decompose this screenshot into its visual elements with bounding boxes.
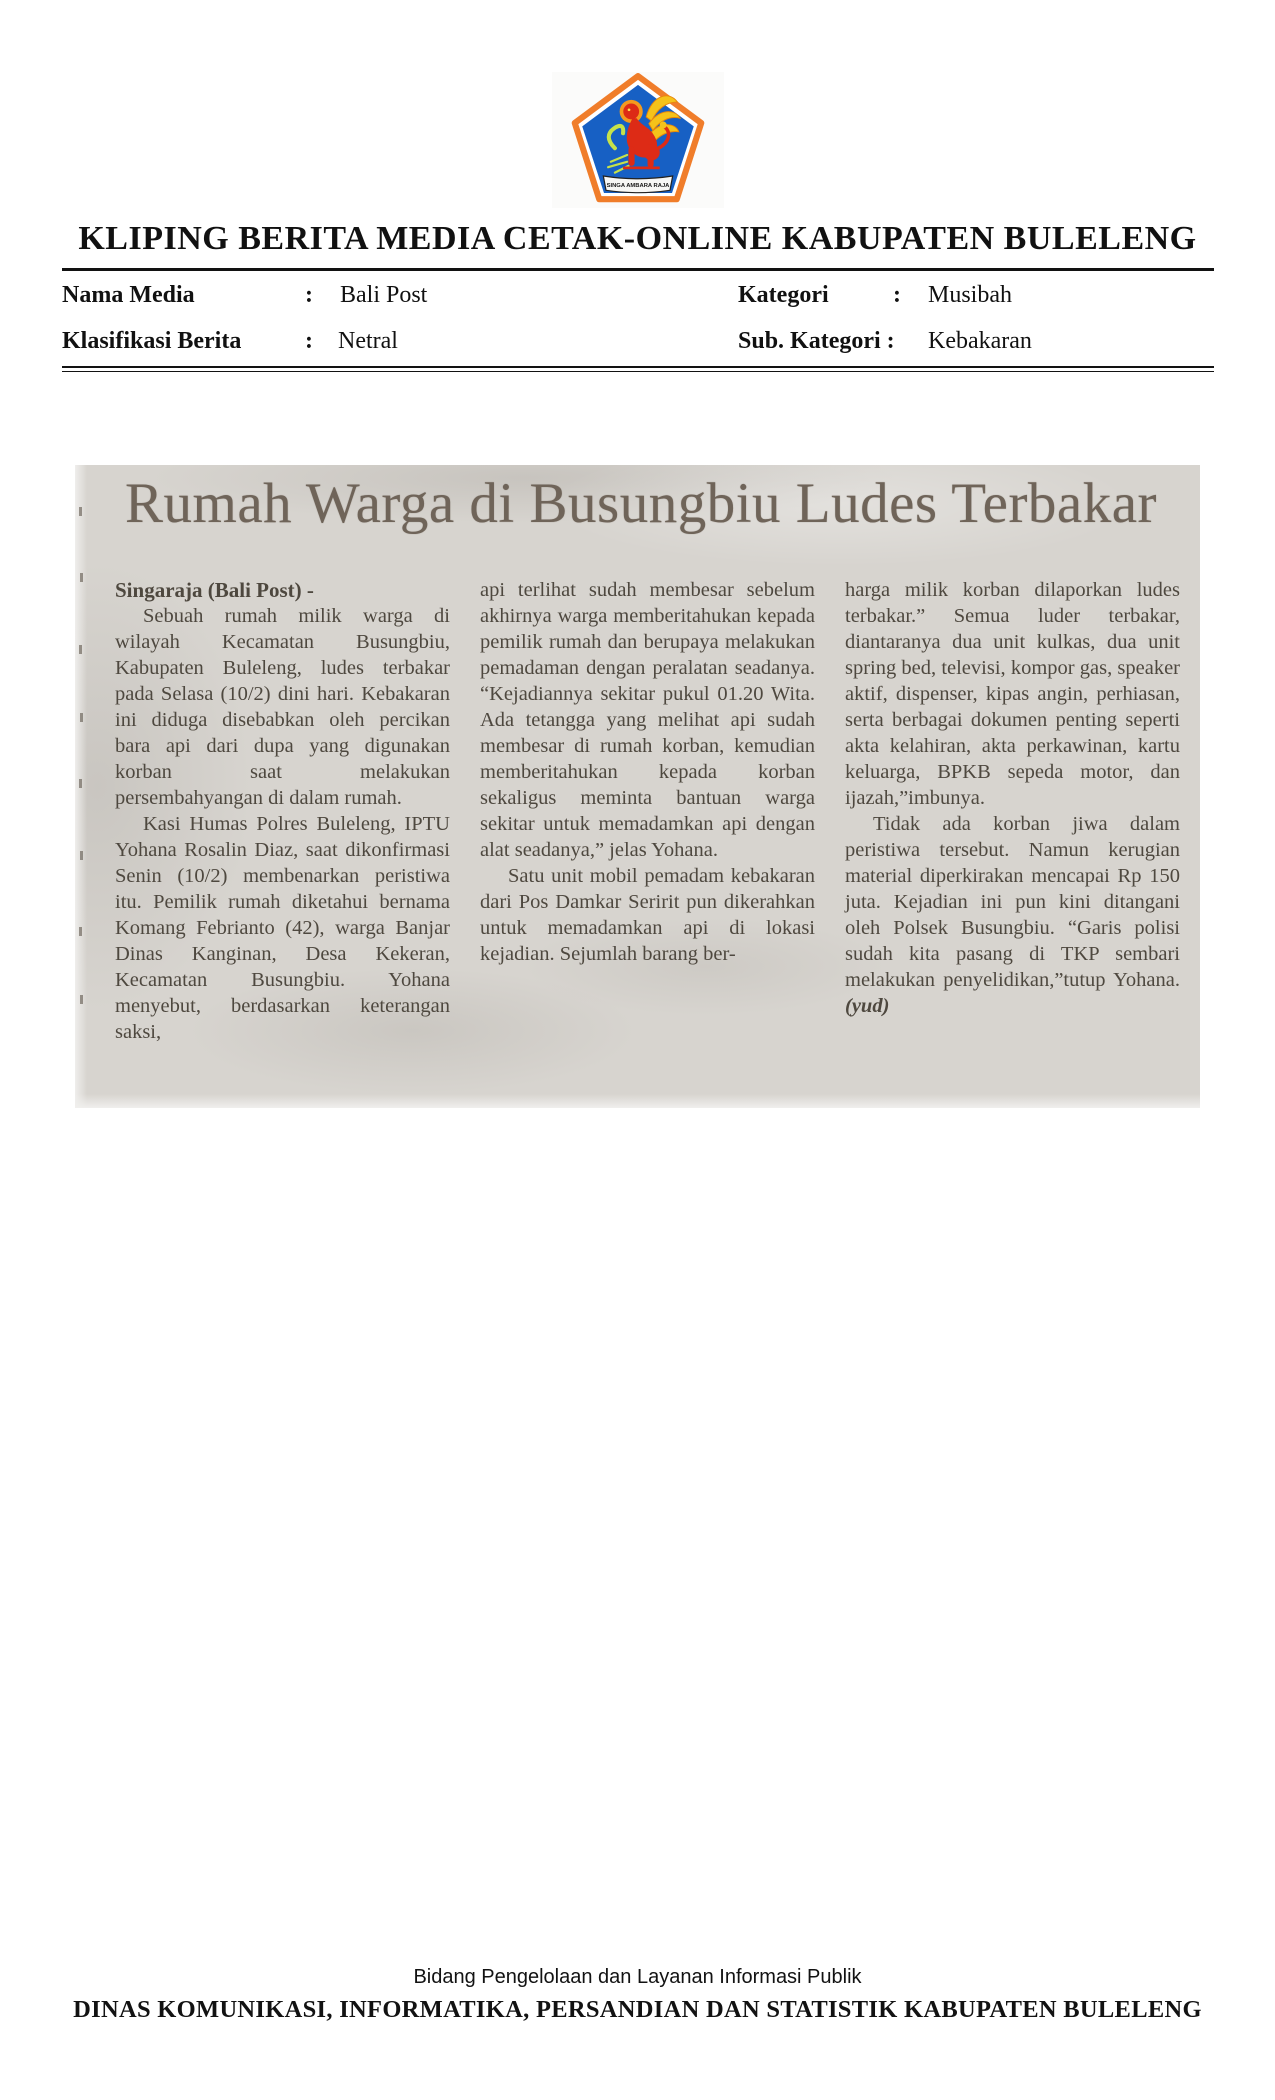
clipping-edge-print-fragments: [79, 507, 82, 516]
article-column-2: [480, 577, 815, 1045]
metadata-divider-line: [62, 366, 1214, 372]
klasifikasi-label: Klasifikasi Berita: [62, 328, 242, 354]
buleleng-regency-logo: [552, 72, 724, 208]
article-closing-text: Tidak ada korban jiwa dalam peristiwa tersebut. Namun kerugian material diperkirakan mencapai Rp 150 juta. Kejadian ini pun kini ditangani oleh Polsek Busungbiu. “Garis polisi sudah kita pasang di TKP sembari melakukan penyelidikan,”tutup Yohana.: [845, 813, 1180, 991]
sub-kategori-value: Kebakaran: [928, 328, 1032, 354]
pentagon-lion-emblem-icon: [552, 72, 724, 208]
document-title: KLIPING BERITA MEDIA CETAK-ONLINE KABUPATEN BULELENG: [78, 220, 1197, 257]
nama-media-value: Bali Post: [340, 282, 428, 308]
kategori-label: Kategori: [738, 282, 829, 308]
article-paragraph: Sebuah rumah milik warga di wilayah Kecamatan Busungbiu, Kabupaten Buleleng, ludes terbakar pada Selasa (10/2) dini hari. Kebakaran ini diduga disebabkan oleh percikan bara api dari dupa yang digunakan korban saat melakukan persembahyangan di dalam rumah.: [115, 605, 450, 809]
logo-banner-text: SINGA AMBARA RAJA: [606, 182, 669, 189]
kategori-colon: :: [893, 282, 901, 308]
article-dateline: Singaraja (Bali Post) -: [115, 578, 314, 602]
article-paragraph: Kasi Humas Polres Buleleng, IPTU Yohana Rosalin Diaz, saat dikonfirmasi Senin (10/2) membenarkan peristiwa itu. Pemilik rumah diketahui bernama Komang Febrianto (42), warga Banjar Dinas Kanginan, Desa Kekeran, Kecamatan Busungbiu. Yohana menyebut, berdasarkan keterangan saksi,: [115, 813, 450, 1043]
klasifikasi-colon: :: [305, 328, 313, 354]
clipping-torn-left-edge: [75, 465, 87, 1108]
footer-agency-name: DINAS KOMUNIKASI, INFORMATIKA, PERSANDIAN DAN STATISTIK KABUPATEN BULELENG: [73, 1996, 1202, 2023]
klasifikasi-value: Netral: [338, 328, 398, 354]
article-paragraph: [845, 811, 1180, 1019]
nama-media-label: Nama Media: [62, 282, 195, 308]
article-paragraph: api terlihat sudah membesar sebelum akhirnya warga memberitahukan kepada pemilik rumah dan berupaya melakukan pemadaman dengan peralatan seadanya. “Kejadiannya sekitar pukul 01.20 Wita. Ada tetangga yang melihat api sudah membesar di rumah korban, kemudian memberitahukan kepada korban sekaligus meminta bantuan warga sekitar untuk memadamkan api dengan alat seadanya,” jelas Yohana.: [480, 579, 815, 861]
article-paragraph: Satu unit mobil pemadam kebakaran dari Pos Damkar Seririt pun dikerahkan untuk memadamkan api di lokasi kejadian. Sejumlah barang ber-: [480, 865, 815, 965]
article-columns: [115, 577, 1182, 1045]
article-column-1: [115, 577, 450, 1045]
article-column-3: [845, 577, 1180, 1045]
kategori-value: Musibah: [928, 282, 1012, 308]
article-headline: Rumah Warga di Busungbiu Ludes Terbakar: [125, 472, 1158, 535]
article-byline: (yud): [845, 995, 890, 1017]
title-divider-line: [62, 268, 1214, 271]
article-paragraph: harga milik korban dilaporkan ludes terbakar.” Semua luder terbakar, diantaranya dua unit kulkas, dua unit spring bed, televisi, kompor gas, speaker aktif, dispenser, kipas angin, perhiasan, serta berbagai dokumen penting seperti akta kelahiran, akta perkawinan, kartu keluarga, BPKB sepeda motor, dan ijazah,”imbunya.: [845, 579, 1180, 809]
nama-media-colon: :: [305, 282, 313, 308]
newspaper-clipping-scan: [75, 465, 1200, 1108]
sub-kategori-label: Sub. Kategori :: [738, 328, 895, 354]
footer-division-name: Bidang Pengelolaan dan Layanan Informasi Publik: [413, 1966, 862, 1988]
